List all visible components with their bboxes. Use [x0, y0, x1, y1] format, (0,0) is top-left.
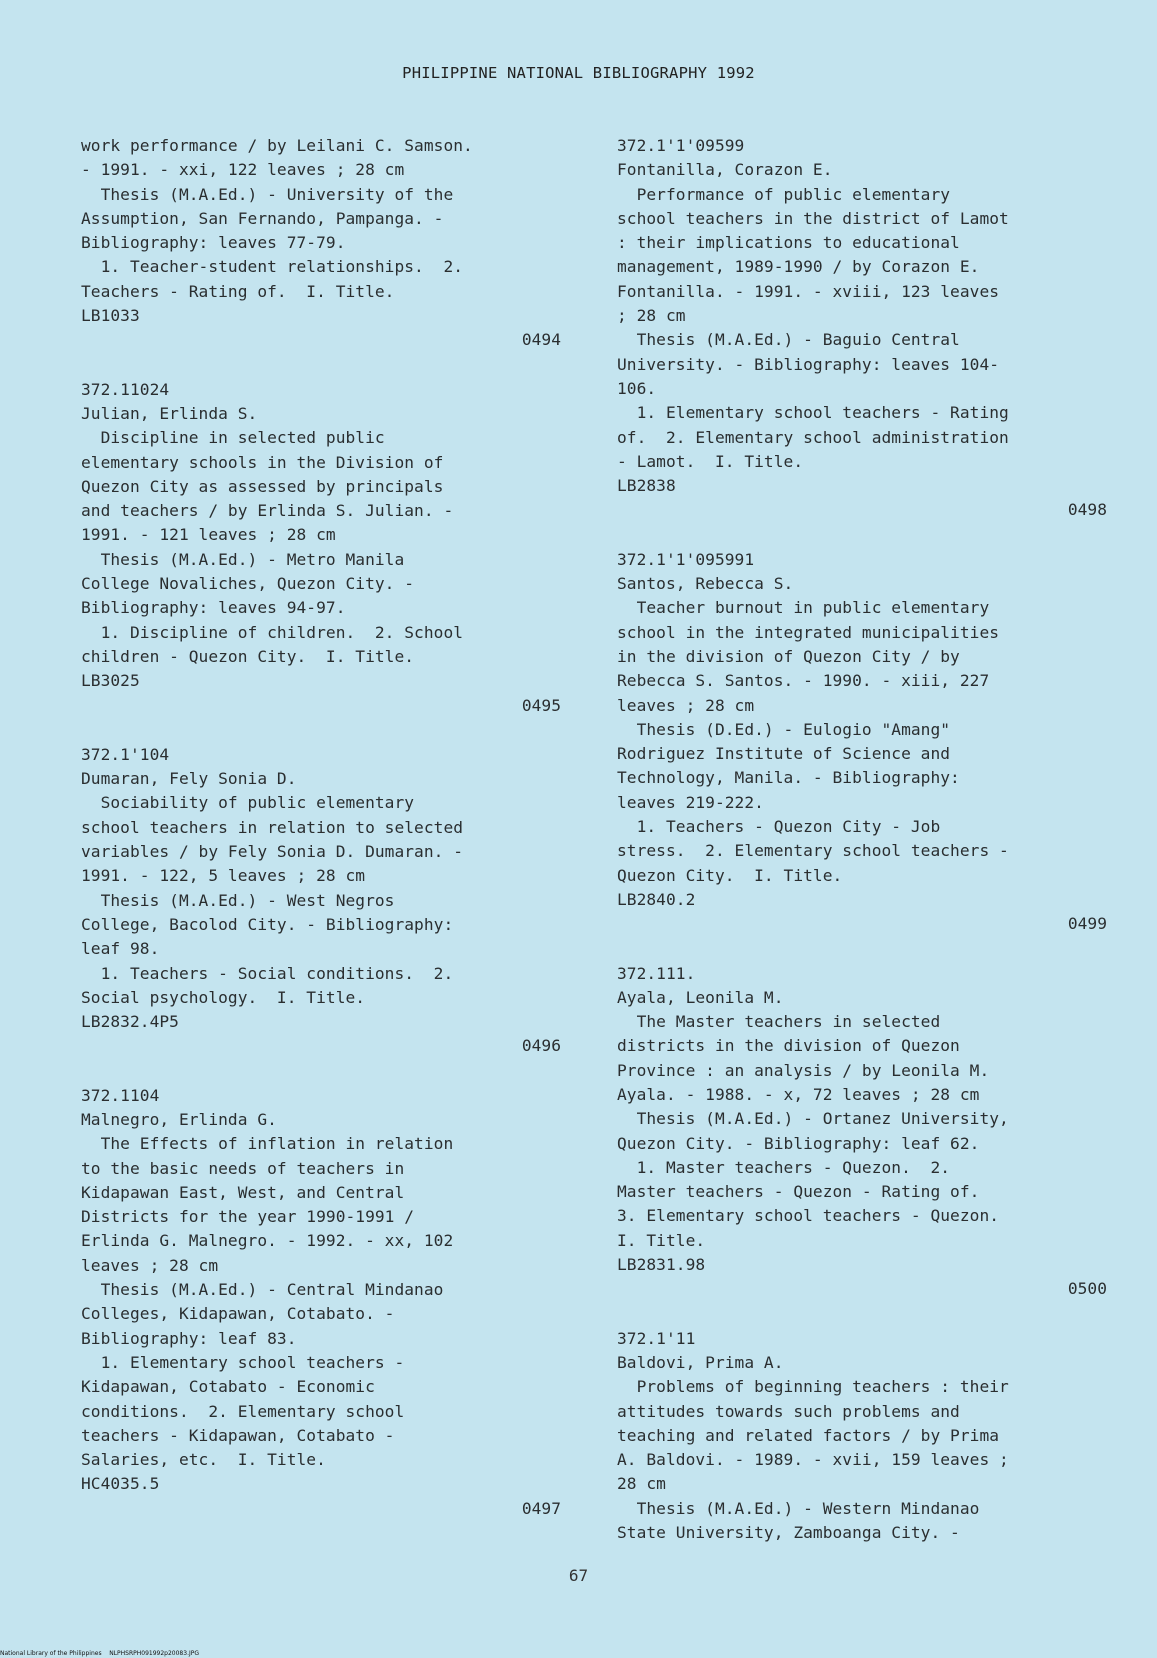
- entry-line: Rodriguez Institute of Science and: [617, 744, 951, 764]
- entry-line: 1. Teacher-student relationships. 2.: [81, 257, 464, 277]
- entry-line: 1. Elementary school teachers -: [81, 1352, 405, 1372]
- bibliography-entry: [81, 1084, 561, 1521]
- entry-line: school in the integrated municipalities: [617, 622, 1000, 642]
- entry-line: Thesis (D.Ed.) - Eulogio "Amang": [617, 719, 951, 739]
- entry-line: attitudes towards such problems and: [617, 1401, 960, 1421]
- entry-spacer: [81, 718, 561, 743]
- entry-spacer: [81, 1059, 561, 1084]
- entry-line: The Effects of inflation in relation: [81, 1134, 454, 1154]
- entry-line: 372.11024: [81, 379, 170, 399]
- entry-line: 372.1'1'09599: [617, 136, 745, 155]
- entry-line: and teachers / by Erlinda S. Julian. -: [81, 501, 454, 521]
- entry-line: The Master teachers in selected: [617, 1012, 941, 1032]
- entry-number: 0494: [521, 330, 561, 350]
- entry-line: elementary schools in the Division of: [81, 452, 444, 472]
- entry-line: Julian, Erlinda S.: [81, 403, 258, 423]
- entry-line: Kidapawan, Cotabato - Economic: [81, 1377, 375, 1397]
- entry-line: 28 cm: [617, 1474, 666, 1494]
- entry-number: 0499: [1067, 914, 1107, 934]
- entry-line: in the division of Quezon City / by: [617, 646, 960, 666]
- entry-line: Province : an analysis / by Leonila M.: [617, 1060, 990, 1080]
- entry-line: Rebecca S. Santos. - 1990. - xiii, 227: [617, 671, 990, 691]
- bibliography-entry: [617, 1327, 1107, 1546]
- entry-line: conditions. 2. Elementary school: [81, 1401, 405, 1421]
- entry-line: teaching and related factors / by Prima: [617, 1425, 1000, 1445]
- entry-line: Fontanilla, Corazon E.: [617, 160, 833, 180]
- entry-spacer: [617, 937, 1107, 962]
- entry-line: variables / by Fely Sonia D. Dumaran. -: [81, 842, 464, 862]
- entry-line: LB3025: [81, 671, 140, 691]
- entry-line: management, 1989-1990 / by Corazon E.: [617, 257, 980, 277]
- page-number: 67: [568, 1566, 589, 1585]
- bibliography-entry: [617, 548, 1107, 937]
- entry-number: 0500: [1067, 1279, 1107, 1299]
- entry-line: children - Quezon City. I. Title.: [81, 646, 415, 666]
- entry-line: leaves 219-222.: [617, 792, 764, 812]
- entry-spacer: [617, 523, 1107, 548]
- entry-line: Baldovi, Prima A.: [617, 1352, 784, 1372]
- entry-line: 1. Discipline of children. 2. School: [81, 622, 464, 642]
- entry-line: LB2832.4P5: [81, 1012, 179, 1032]
- entry-line: Bibliography: leaves 77-79.: [81, 233, 346, 253]
- entry-line: Thesis (M.A.Ed.) - Central Mindanao: [81, 1280, 444, 1300]
- entry-line: Quezon City. I. Title.: [617, 865, 843, 885]
- entry-number: 0496: [521, 1036, 561, 1056]
- entry-line: LB1033: [81, 306, 140, 326]
- entry-line: Districts for the year 1990-1991 /: [81, 1207, 415, 1227]
- entry-line: Quezon City as assessed by principals: [81, 476, 444, 496]
- entry-line: Assumption, San Fernando, Pampanga. -: [81, 208, 444, 228]
- scan-footer: National Library of the Philippines NLPHSRPH091992p20083.JPG: [0, 1650, 200, 1657]
- entry-line: stress. 2. Elementary school teachers -: [617, 841, 1009, 861]
- bibliography-entry: [81, 134, 561, 353]
- entry-line: Fontanilla. - 1991. - xviii, 123 leaves: [617, 281, 1000, 301]
- entry-line: 106.: [617, 378, 657, 398]
- entry-line: LB2840.2: [617, 889, 696, 909]
- entry-line: 372.1'11: [617, 1328, 696, 1348]
- entry-line: I. Title.: [617, 1230, 706, 1250]
- entry-line: Technology, Manila. - Bibliography:: [617, 768, 960, 788]
- left-column: [81, 134, 561, 1521]
- entry-line: Bibliography: leaf 83.: [81, 1328, 297, 1348]
- entry-line: leaves ; 28 cm: [617, 695, 755, 715]
- entry-line: Thesis (M.A.Ed.) - University of the: [81, 184, 454, 204]
- entry-line: work performance / by Leilani C. Samson.: [81, 136, 473, 155]
- entry-line: HC4035.5: [81, 1474, 160, 1494]
- entry-line: districts in the division of Quezon: [617, 1036, 960, 1056]
- entry-line: 372.1'104: [81, 744, 170, 764]
- entry-line: Ayala. - 1988. - x, 72 leaves ; 28 cm: [617, 1084, 980, 1104]
- bibliography-entry: [617, 134, 1107, 523]
- entry-line: 372.111.: [617, 963, 696, 983]
- entry-line: Problems of beginning teachers : their: [617, 1377, 1009, 1397]
- entry-line: to the basic needs of teachers in: [81, 1158, 405, 1178]
- entry-line: school teachers in relation to selected: [81, 817, 464, 837]
- entry-line: LB2831.98: [617, 1255, 706, 1275]
- entry-line: 1991. - 121 leaves ; 28 cm: [81, 525, 336, 545]
- entry-line: Performance of public elementary: [617, 184, 951, 204]
- bibliography-entry: [617, 962, 1107, 1302]
- entry-line: : their implications to educational: [617, 233, 960, 253]
- entry-line: Sociability of public elementary: [81, 793, 415, 813]
- entry-number: 0497: [521, 1498, 561, 1518]
- entry-line: 372.1104: [81, 1085, 160, 1105]
- entry-spacer: [81, 353, 561, 378]
- page-header: PHILIPPINE NATIONAL BIBLIOGRAPHY 1992: [402, 64, 755, 82]
- entry-line: 1. Teachers - Quezon City - Job: [617, 817, 941, 837]
- entry-line: of. 2. Elementary school administration: [617, 427, 1009, 447]
- entry-line: University. - Bibliography: leaves 104-: [617, 354, 1000, 374]
- entry-line: ; 28 cm: [617, 306, 686, 326]
- entry-line: 1. Master teachers - Quezon. 2.: [617, 1157, 951, 1177]
- entry-line: Thesis (M.A.Ed.) - Metro Manila: [81, 549, 405, 569]
- entry-line: 372.1'1'095991: [617, 549, 755, 569]
- entry-line: Santos, Rebecca S.: [617, 574, 794, 594]
- entry-line: 1991. - 122, 5 leaves ; 28 cm: [81, 866, 366, 886]
- entry-line: Teachers - Rating of. I. Title.: [81, 281, 395, 301]
- entry-line: school teachers in the district of Lamot: [617, 208, 1009, 228]
- entry-line: Discipline in selected public: [81, 428, 385, 448]
- entry-line: Thesis (M.A.Ed.) - Western Mindanao: [617, 1498, 980, 1518]
- entry-spacer: [617, 1302, 1107, 1327]
- entry-line: Bibliography: leaves 94-97.: [81, 598, 346, 618]
- entry-line: - Lamot. I. Title.: [617, 451, 804, 471]
- entry-line: teachers - Kidapawan, Cotabato -: [81, 1425, 395, 1445]
- entry-line: leaf 98.: [81, 939, 160, 959]
- entry-line: Erlinda G. Malnegro. - 1992. - xx, 102: [81, 1231, 454, 1251]
- entry-line: Malnegro, Erlinda G.: [81, 1109, 277, 1129]
- entry-line: Thesis (M.A.Ed.) - West Negros: [81, 890, 395, 910]
- entry-line: Salaries, etc. I. Title.: [81, 1450, 326, 1470]
- entry-line: 1. Elementary school teachers - Rating: [617, 403, 1009, 423]
- entry-line: leaves ; 28 cm: [81, 1255, 219, 1275]
- right-column: [617, 134, 1107, 1545]
- entry-line: Colleges, Kidapawan, Cotabato. -: [81, 1304, 395, 1324]
- entry-line: State University, Zamboanga City. -: [617, 1523, 960, 1543]
- entry-line: Teacher burnout in public elementary: [617, 598, 990, 618]
- entry-line: Kidapawan East, West, and Central: [81, 1182, 405, 1202]
- entry-number: 0498: [1067, 500, 1107, 520]
- entry-line: Master teachers - Quezon - Rating of.: [617, 1182, 980, 1202]
- entry-line: Dumaran, Fely Sonia D.: [81, 769, 297, 789]
- entry-line: College Novaliches, Quezon City. -: [81, 574, 415, 594]
- entry-line: - 1991. - xxi, 122 leaves ; 28 cm: [81, 160, 405, 180]
- entry-line: LB2838: [617, 476, 676, 496]
- entry-number: 0495: [521, 695, 561, 715]
- entry-line: Thesis (M.A.Ed.) - Ortanez University,: [617, 1109, 1009, 1129]
- entry-line: Quezon City. - Bibliography: leaf 62.: [617, 1133, 980, 1153]
- entry-line: Social psychology. I. Title.: [81, 987, 366, 1007]
- entry-line: A. Baldovi. - 1989. - xvii, 159 leaves ;: [617, 1450, 1009, 1470]
- entry-line: Thesis (M.A.Ed.) - Baguio Central: [617, 330, 960, 350]
- bibliography-entry: [81, 743, 561, 1059]
- bibliography-entry: [81, 378, 561, 718]
- entry-line: 3. Elementary school teachers - Quezon.: [617, 1206, 1000, 1226]
- entry-line: Ayala, Leonila M.: [617, 987, 784, 1007]
- entry-line: 1. Teachers - Social conditions. 2.: [81, 963, 454, 983]
- entry-line: College, Bacolod City. - Bibliography:: [81, 914, 454, 934]
